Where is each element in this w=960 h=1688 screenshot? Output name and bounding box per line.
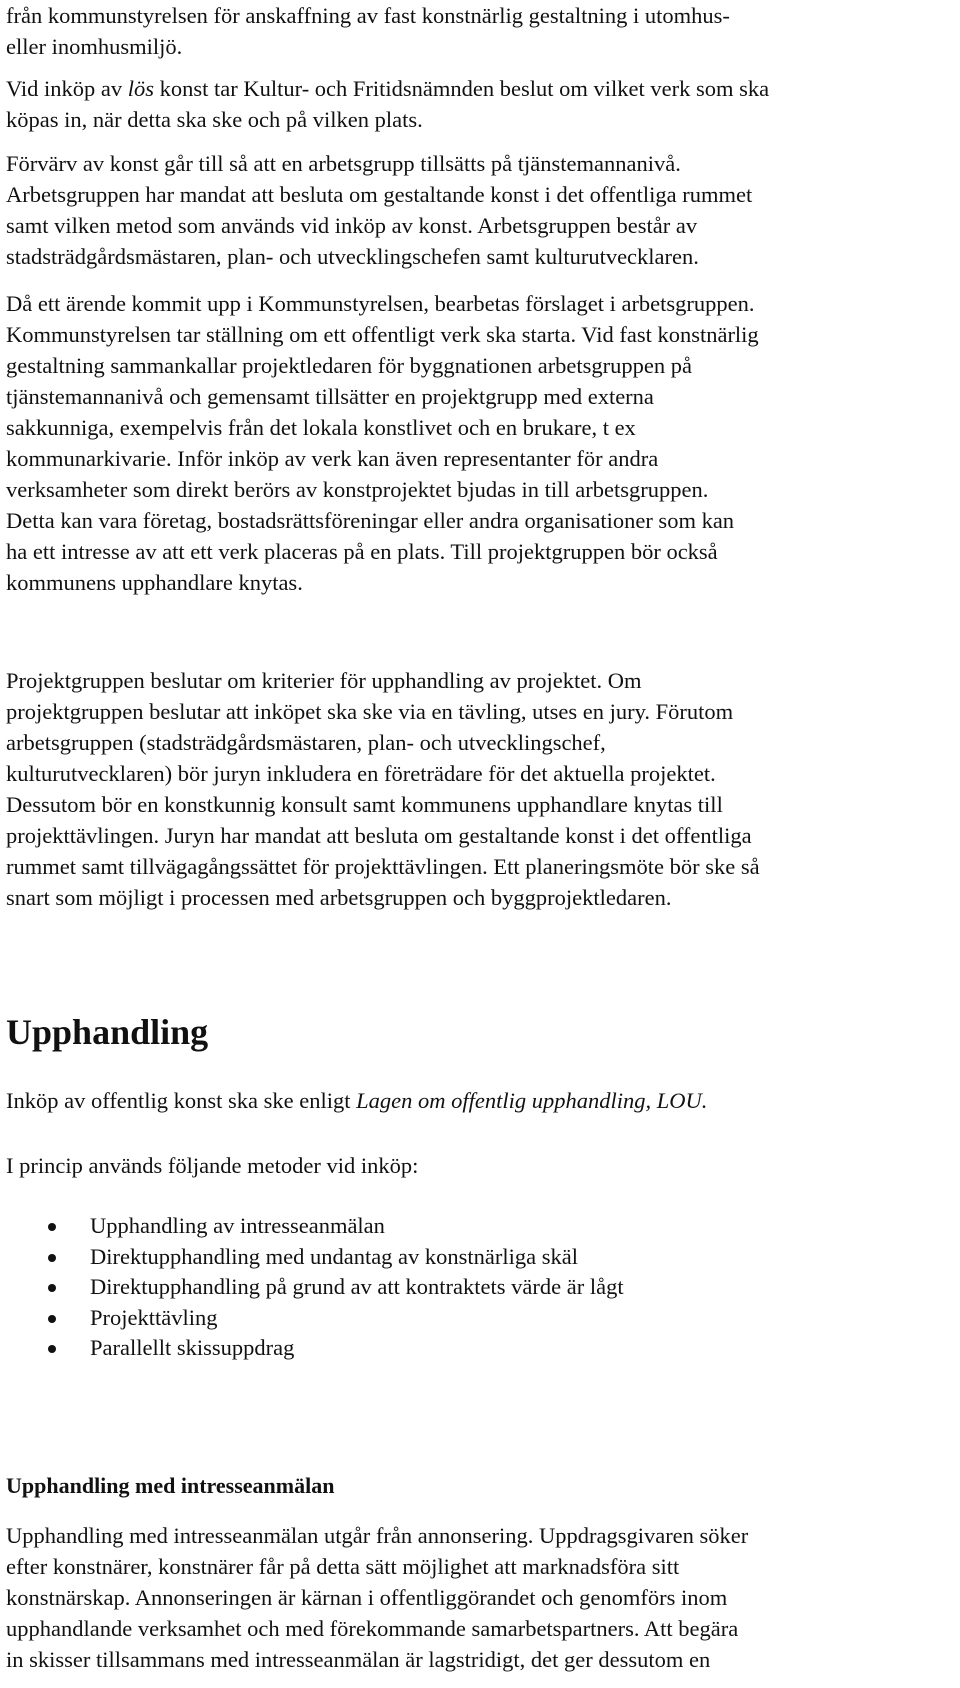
text-line: Upphandling med intresseanmälan utgår från annonsering. Uppdragsgivaren söker xyxy=(6,1523,749,1548)
text-line: kommunens upphandlare knytas. xyxy=(6,570,303,595)
text-line: tjänstemannanivå och gemensamt tillsätter en projektgrupp med externa xyxy=(6,384,654,409)
intro-paragraph xyxy=(6,0,956,62)
methods-list xyxy=(6,1211,624,1364)
intresseanmalan-paragraph xyxy=(6,1520,956,1675)
text-line: snart som möjligt i processen med arbetsgruppen och byggprojektledaren. xyxy=(6,885,672,910)
text-line: kommunarkivarie. Inför inköp av verk kan även representanter för andra xyxy=(6,446,659,471)
text-line: upphandlande verksamhet och med förekommande samarbetspartners. Att begära xyxy=(6,1616,739,1641)
criteria-paragraph xyxy=(6,665,956,913)
law-reference: Lagen om offentlig upphandling, LOU. xyxy=(356,1088,708,1113)
text-line: samt vilken metod som används vid inköp av konst. Arbetsgruppen består av xyxy=(6,213,698,238)
text-line: Förvärv av konst går till så att en arbetsgrupp tillsätts på tjänstemannanivå. xyxy=(6,151,681,176)
methods-intro xyxy=(6,1150,956,1181)
upphandling-heading: Upphandling xyxy=(6,1012,209,1052)
list-item-label: Projekttävling xyxy=(90,1304,218,1330)
bullet-icon xyxy=(48,1223,56,1231)
text-line: Kommunstyrelsen tar ställning om ett offentligt verk ska starta. Vid fast konstnärlig xyxy=(6,322,759,347)
text-line: köpas in, när detta ska ske och på vilken plats. xyxy=(6,107,423,132)
list-item xyxy=(6,1303,624,1334)
list-item xyxy=(6,1272,624,1303)
list-item-label: Parallellt skissuppdrag xyxy=(90,1335,295,1360)
text-line: konstnärskap. Annonseringen är kärnan i offentliggörandet och genomförs inom xyxy=(6,1585,728,1610)
text-line xyxy=(6,1085,956,1116)
text-line: stadsträdgårdsmästaren, plan- och utvecklingschefen samt kulturutvecklaren. xyxy=(6,244,699,269)
bullet-icon xyxy=(48,1345,56,1353)
text-line: Dessutom bör en konstkunnig konsult samt kommunens upphandlare knytas till xyxy=(6,792,723,817)
text-line: projektgruppen beslutar att inköpet ska ske via en tävling, utses en jury. Förutom xyxy=(6,699,734,724)
text-fragment: Inköp av offentlig konst ska ske enligt xyxy=(6,1088,357,1113)
acquisition-paragraph xyxy=(6,148,956,272)
text-line: in skisser tillsammans med intresseanmälan är lagstridigt, det ger dessutom en xyxy=(6,1647,711,1672)
list-item xyxy=(6,1211,624,1242)
list-item-label: Direktupphandling med undantag av konstnärliga skäl xyxy=(90,1243,579,1269)
text-line: efter konstnärer, konstnärer får på detta sätt möjlighet att marknadsföra sitt xyxy=(6,1554,680,1579)
text-line: arbetsgruppen (stadsträdgårdsmästaren, plan- och utvecklingschef, xyxy=(6,730,606,755)
list-item xyxy=(6,1242,624,1273)
text-line: från kommunstyrelsen för anskaffning av fast konstnärlig gestaltning i utomhus- xyxy=(6,3,730,28)
text-line: Detta kan vara företag, bostadsrättsföreningar eller andra organisationer som kan xyxy=(6,508,735,533)
list-item xyxy=(6,1333,624,1364)
text-line: gestaltning sammankallar projektledaren för byggnationen arbetsgruppen på xyxy=(6,353,693,378)
text-line: Arbetsgruppen har mandat att besluta om gestaltande konst i det offentliga rummet xyxy=(6,182,753,207)
text-line: sakkunniga, exempelvis från det lokala konstlivet och en brukare, t ex xyxy=(6,415,636,440)
text-line: rummet samt tillvägagångssättet för projekttävlingen. Ett planeringsmöte bör ske så xyxy=(6,854,760,879)
list-item-label: Direktupphandling på grund av att kontraktets värde är lågt xyxy=(90,1274,624,1299)
text-line: I princip används följande metoder vid inköp: xyxy=(6,1153,419,1178)
text-line: kulturutvecklaren) bör juryn inkludera en företrädare för det aktuella projektet. xyxy=(6,761,716,786)
text-line: Projektgruppen beslutar om kriterier för upphandling av projektet. Om xyxy=(6,668,642,693)
process-paragraph xyxy=(6,288,956,598)
text-fragment: Vid inköp av xyxy=(6,76,128,101)
text-line: projekttävlingen. Juryn har mandat att besluta om gestaltande konst i det offentliga xyxy=(6,823,752,848)
loose-art-paragraph xyxy=(6,73,956,135)
text-line: ha ett intresse av att ett verk placeras på en plats. Till projektgruppen bör också xyxy=(6,539,718,564)
list-item-label: Upphandling av intresseanmälan xyxy=(90,1213,385,1238)
emphasis-los: lös xyxy=(127,76,155,101)
text-line: Då ett ärende kommit upp i Kommunstyrelsen, bearbetas förslaget i arbetsgruppen. xyxy=(6,291,755,316)
bullet-icon xyxy=(48,1284,56,1292)
text-fragment: konst tar Kultur- och Fritidsnämnden beslut om vilket verk som ska xyxy=(154,76,770,101)
text-line xyxy=(6,73,956,104)
bullet-icon xyxy=(48,1254,56,1262)
text-line: eller inomhusmiljö. xyxy=(6,34,183,59)
intresseanmalan-heading: Upphandling med intresseanmälan xyxy=(6,1473,335,1498)
text-line: verksamheter som direkt berörs av konstprojektet bjudas in till arbetsgruppen. xyxy=(6,477,709,502)
bullet-icon xyxy=(48,1315,56,1323)
law-paragraph xyxy=(6,1085,956,1116)
